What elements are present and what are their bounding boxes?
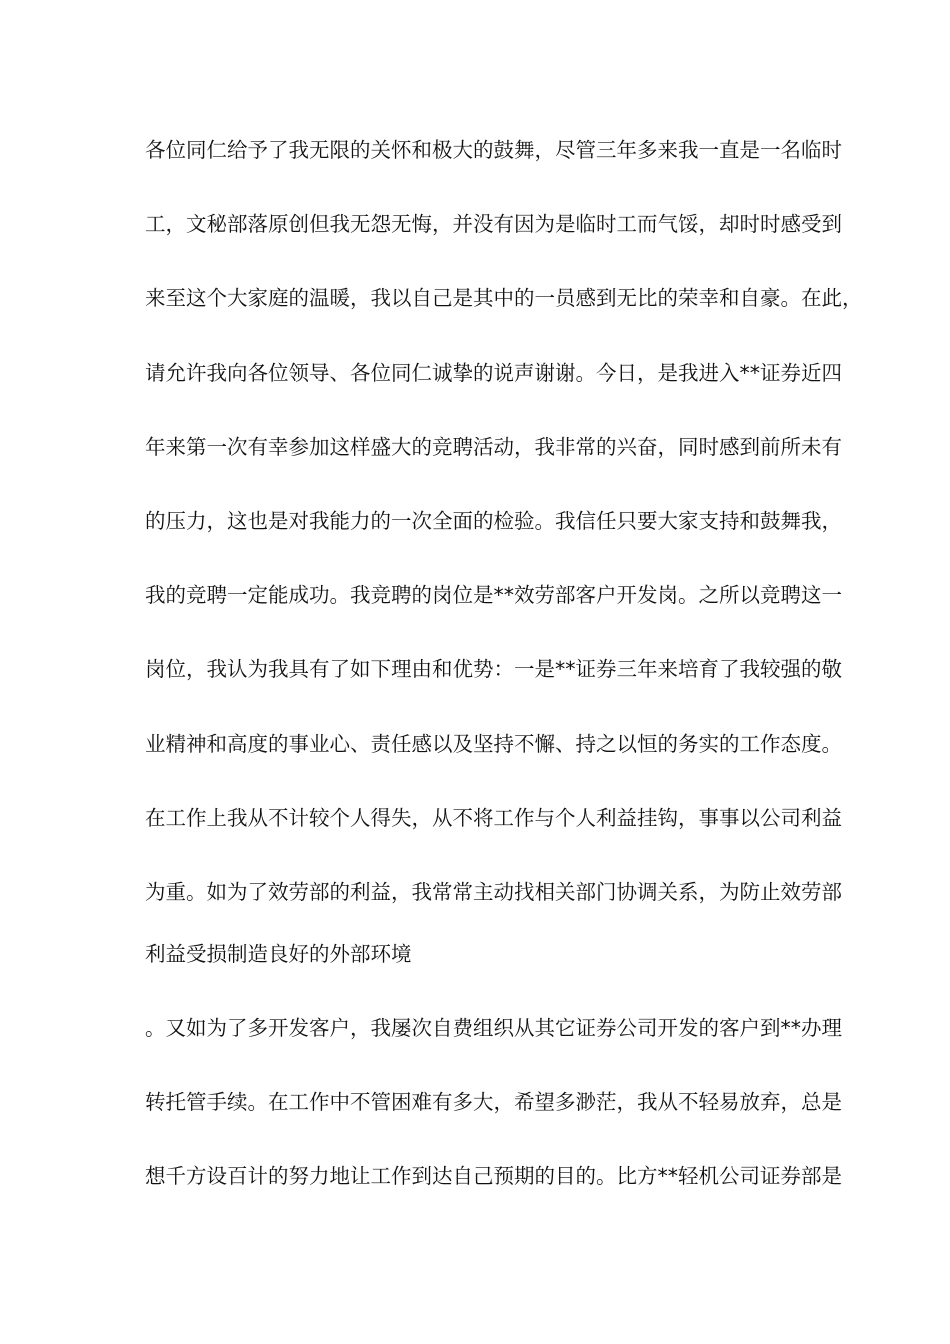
text-line-2: 工，文秘部落原创但我无怨无悔，并没有因为是临时工而气馁，却时时感受到 <box>145 212 842 237</box>
text-line-11: 为重。如为了效劳部的利益，我常常主动找相关部门协调关系，为防止效劳部 <box>145 879 842 904</box>
text-line-3: 来至这个大家庭的温暖，我以自己是其中的一员感到无比的荣幸和自豪。在此， <box>145 286 863 311</box>
body-text <box>145 130 863 1231</box>
text-line-12: 利益受损制造良好的外部环境 <box>145 941 412 966</box>
text-line-14: 转托管手续。在工作中不管困难有多大，希望多渺茫，我从不轻易放弃，总是 <box>145 1090 842 1115</box>
text-line-8: 岗位，我认为我具有了如下理由和优势：一是**证券三年来培育了我较强的敬 <box>145 657 842 682</box>
text-line-10: 在工作上我从不计较个人得失，从不将工作与个人利益挂钩，事事以公司利益 <box>145 805 842 830</box>
text-line-4: 请允许我向各位领导、各位同仁诚挚的说声谢谢。今日，是我进入**证券近四 <box>145 360 842 385</box>
text-line-7: 我的竞聘一定能成功。我竞聘的岗位是**效劳部客户开发岗。之所以竞聘这一 <box>145 583 842 608</box>
text-line-1: 各位同仁给予了我无限的关怀和极大的鼓舞，尽管三年多来我一直是一名临时 <box>145 138 842 162</box>
text-line-13: 。又如为了多开发客户，我屡次自费组织从其它证券公司开发的客户到**办理 <box>145 1016 842 1041</box>
text-line-9: 业精神和高度的事业心、责任感以及坚持不懈、持之以恒的务实的工作态度。 <box>145 731 842 756</box>
text-line-15: 想千方设百计的努力地让工作到达自己预期的目的。比方**轻机公司证券部是 <box>145 1164 842 1189</box>
text-line-5: 年来第一次有幸参加这样盛大的竞聘活动，我非常的兴奋，同时感到前所未有 <box>145 434 842 459</box>
text-line-6: 的压力，这也是对我能力的一次全面的检验。我信任只要大家支持和鼓舞我， <box>145 508 842 533</box>
